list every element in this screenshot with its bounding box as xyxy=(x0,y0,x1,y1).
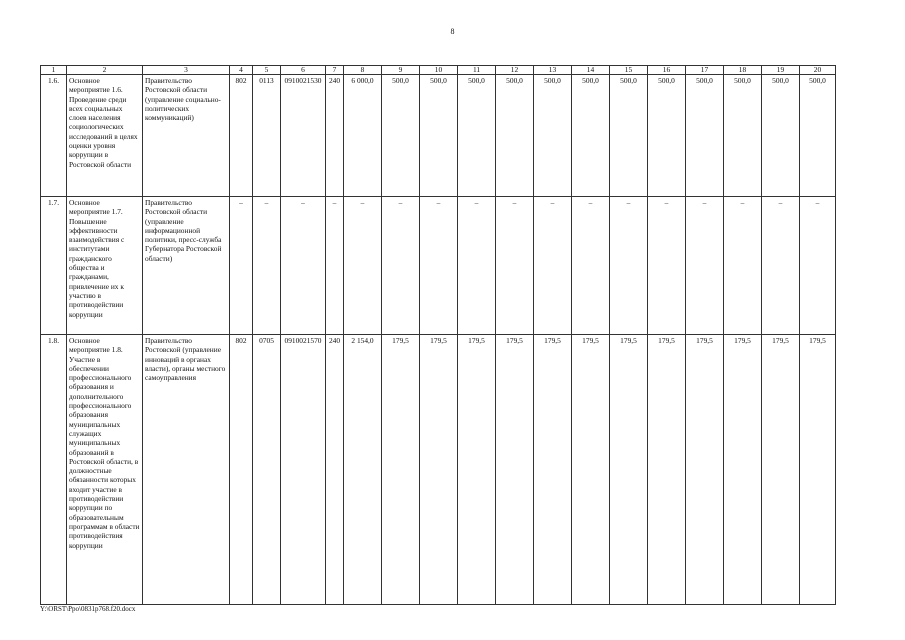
value-cell: 179,5 xyxy=(800,335,836,605)
table-body xyxy=(41,66,836,605)
value-cell: 500,0 xyxy=(686,75,724,197)
value-cell: – xyxy=(648,197,686,335)
value-cell: 500,0 xyxy=(534,75,572,197)
row-number: 1.7. xyxy=(41,197,67,335)
value-cell: 179,5 xyxy=(686,335,724,605)
value-cell: 500,0 xyxy=(382,75,420,197)
value-cell: – xyxy=(344,197,382,335)
column-number-header: 17 xyxy=(686,66,724,75)
executor-name: Правительство Ростовской области (управление информационной политики, пресс-служба Губернатора Ростовской области) xyxy=(143,197,230,335)
table-row xyxy=(41,335,836,605)
value-cell: 6 000,0 xyxy=(344,75,382,197)
event-name: Основное мероприятие 1.7. Повышение эффективности взаимодействия с институтами гражданского общества и гражданами, привлечение их к участию в противодействии коррупции xyxy=(67,197,143,335)
value-cell: 500,0 xyxy=(496,75,534,197)
column-number-header: 7 xyxy=(326,66,344,75)
value-cell: – xyxy=(534,197,572,335)
value-cell: 802 xyxy=(230,335,253,605)
value-cell: – xyxy=(458,197,496,335)
value-cell: 500,0 xyxy=(648,75,686,197)
value-cell: – xyxy=(572,197,610,335)
value-cell: 179,5 xyxy=(534,335,572,605)
column-number-header: 16 xyxy=(648,66,686,75)
event-name: Основное мероприятие 1.8. Участие в обеспечении профессионального образования и дополнительного профессионального образования муниципальных служащих муниципальных образований в Ростовской области, в должностные обязанности которых входит участие в противодействии коррупции по образовательным программам в области противодействия коррупции xyxy=(67,335,143,605)
value-cell: 179,5 xyxy=(648,335,686,605)
file-path-footer: Y:\ORST\Ppo\0831p768.f20.docx xyxy=(40,605,136,613)
value-cell: 240 xyxy=(326,75,344,197)
column-number-header: 19 xyxy=(762,66,800,75)
value-cell: 2 154,0 xyxy=(344,335,382,605)
column-number-header: 8 xyxy=(344,66,382,75)
value-cell: 500,0 xyxy=(458,75,496,197)
column-number-header: 5 xyxy=(253,66,281,75)
value-cell: – xyxy=(382,197,420,335)
column-number-header: 13 xyxy=(534,66,572,75)
column-number-header: 12 xyxy=(496,66,534,75)
column-number-header: 6 xyxy=(281,66,326,75)
value-cell: – xyxy=(800,197,836,335)
value-cell: 179,5 xyxy=(420,335,458,605)
value-cell: – xyxy=(420,197,458,335)
value-cell: – xyxy=(686,197,724,335)
column-number-header: 18 xyxy=(724,66,762,75)
value-cell: 500,0 xyxy=(762,75,800,197)
row-number: 1.8. xyxy=(41,335,67,605)
value-cell: – xyxy=(762,197,800,335)
value-cell: 240 xyxy=(326,335,344,605)
column-number-header: 10 xyxy=(420,66,458,75)
header-row xyxy=(41,66,836,75)
column-number-header: 9 xyxy=(382,66,420,75)
value-cell: 179,5 xyxy=(610,335,648,605)
value-cell: 0113 xyxy=(253,75,281,197)
page-number: 8 xyxy=(450,27,455,36)
value-cell: 500,0 xyxy=(610,75,648,197)
value-cell: 179,5 xyxy=(572,335,610,605)
value-cell: – xyxy=(610,197,648,335)
value-cell: 500,0 xyxy=(724,75,762,197)
column-number-header: 4 xyxy=(230,66,253,75)
value-cell: 0705 xyxy=(253,335,281,605)
column-number-header: 15 xyxy=(610,66,648,75)
table-row xyxy=(41,197,836,335)
table-row xyxy=(41,75,836,197)
value-cell: 0910021570 xyxy=(281,335,326,605)
program-table xyxy=(40,65,836,605)
column-number-header: 3 xyxy=(143,66,230,75)
value-cell: – xyxy=(724,197,762,335)
value-cell: – xyxy=(326,197,344,335)
column-number-header: 11 xyxy=(458,66,496,75)
column-number-header: 2 xyxy=(67,66,143,75)
value-cell: 500,0 xyxy=(420,75,458,197)
value-cell: 802 xyxy=(230,75,253,197)
value-cell: – xyxy=(496,197,534,335)
value-cell: 500,0 xyxy=(572,75,610,197)
value-cell: 179,5 xyxy=(382,335,420,605)
value-cell: 500,0 xyxy=(800,75,836,197)
event-name: Основное мероприятие 1.6. Проведение среди всех социальных слоев населения социологических исследований в целях оценки уровня коррупции в Ростовской области xyxy=(67,75,143,197)
value-cell: 179,5 xyxy=(724,335,762,605)
value-cell: – xyxy=(281,197,326,335)
value-cell: 0910021530 xyxy=(281,75,326,197)
row-number: 1.6. xyxy=(41,75,67,197)
value-cell: 179,5 xyxy=(458,335,496,605)
value-cell: – xyxy=(253,197,281,335)
column-number-header: 20 xyxy=(800,66,836,75)
executor-name: Правительство Ростовской (управление инноваций в органах власти), органы местного самоуправления xyxy=(143,335,230,605)
executor-name: Правительство Ростовской области (управление социально-политических коммуникаций) xyxy=(143,75,230,197)
column-number-header: 1 xyxy=(41,66,67,75)
column-number-header: 14 xyxy=(572,66,610,75)
value-cell: 179,5 xyxy=(762,335,800,605)
value-cell: – xyxy=(230,197,253,335)
value-cell: 179,5 xyxy=(496,335,534,605)
